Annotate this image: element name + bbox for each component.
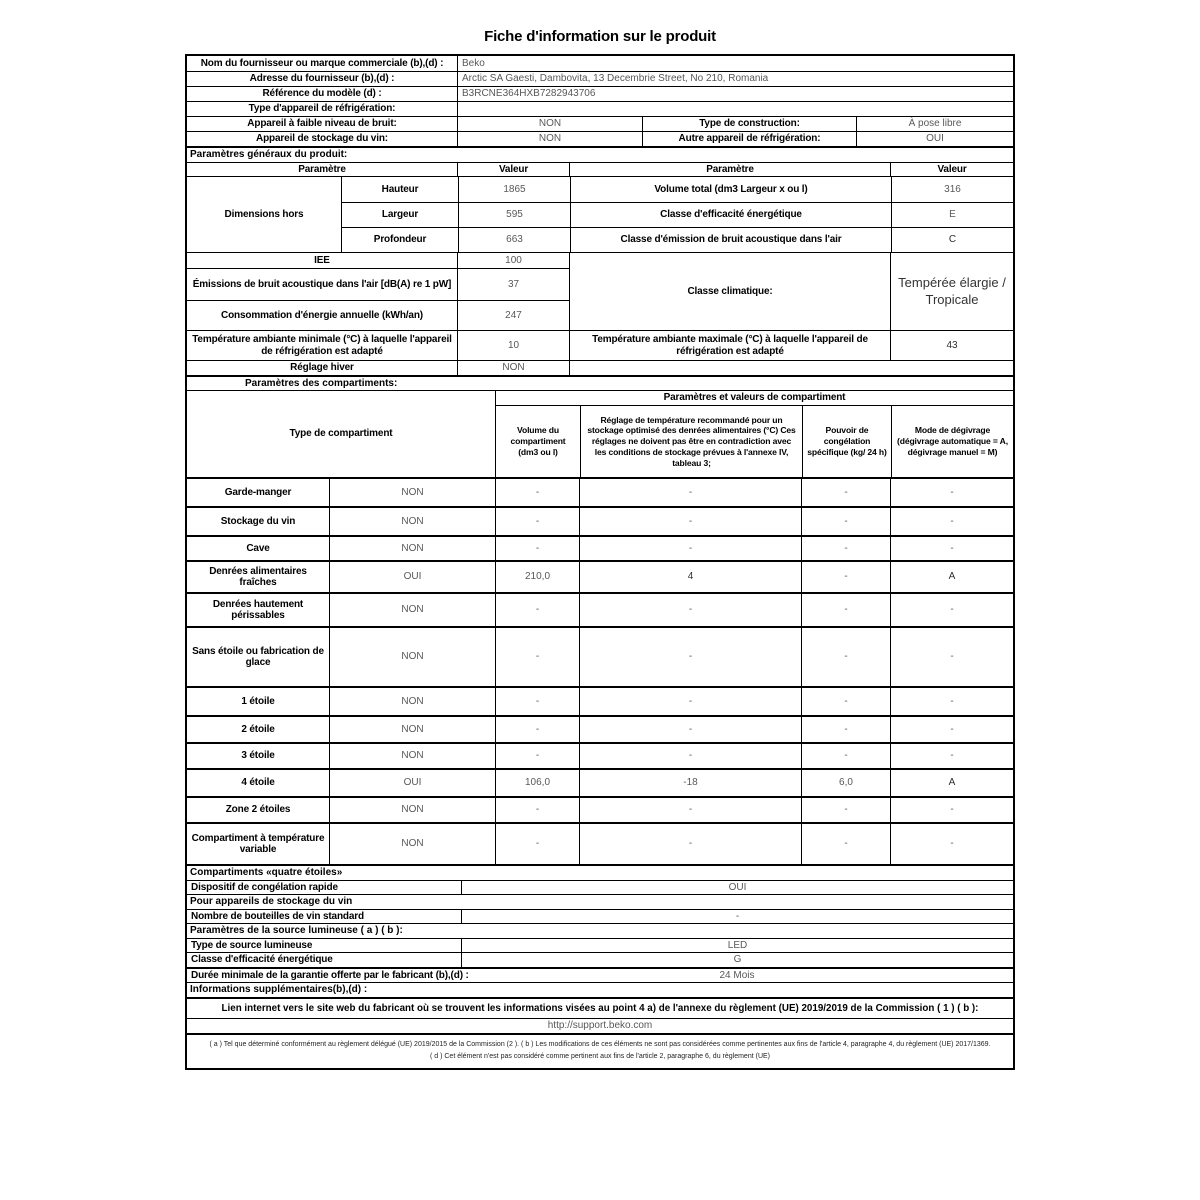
compartment-defrost: - — [890, 824, 1013, 864]
ambient-temperature-row — [187, 330, 1013, 360]
dimensions-block — [187, 176, 1013, 252]
compartment-volume: - — [495, 798, 579, 822]
compartment-freeze: - — [801, 798, 890, 822]
compartment-present: NON — [329, 688, 495, 715]
width-value: 595 — [458, 203, 570, 227]
general-section-title: Paramètres généraux du produit: — [187, 146, 1013, 162]
empty-cell — [569, 361, 1013, 375]
model-reference-label: Référence du modèle (d) : — [262, 88, 382, 100]
compartment-defrost: - — [890, 717, 1013, 742]
fast-freeze-row — [187, 880, 1013, 895]
light-source-section-title: Paramètres de la source lumineuse ( a ) ( b ): — [187, 923, 1013, 938]
compartment-volume: - — [495, 479, 579, 506]
compartment-defrost: - — [890, 508, 1013, 535]
compartment-row-zero-star — [187, 626, 1013, 686]
compartment-group-header-row — [496, 391, 1013, 405]
compartment-freeze: - — [801, 688, 890, 715]
compartment-row-one-star — [187, 686, 1013, 715]
compartment-volume: - — [495, 688, 579, 715]
compartment-freeze: - — [801, 717, 890, 742]
compartment-row-two-star-section — [187, 796, 1013, 822]
compartment-name: Garde-manger — [224, 486, 292, 498]
page-title: Fiche d'information sur le produit — [484, 28, 716, 45]
supplier-name-label: Nom du fournisseur ou marque commerciale (b),(d) : — [200, 57, 444, 69]
volume-column-header: Volume du compartiment (dm3 ou l) — [510, 425, 566, 457]
wine-storage-value: NON — [457, 132, 642, 146]
compartment-defrost: A — [890, 562, 1013, 592]
energy-class-label: Classe d'efficacité énergétique — [570, 203, 891, 227]
compartment-freeze: - — [801, 562, 890, 592]
compartment-defrost: - — [890, 628, 1013, 686]
supplier-name-value: Beko — [457, 56, 1013, 71]
compartment-volume: - — [495, 508, 579, 535]
compartment-subheader-row — [496, 405, 1013, 477]
compartment-defrost: - — [890, 744, 1013, 768]
climate-class-label: Classe climatique: — [569, 253, 890, 330]
compartment-row-four-star — [187, 768, 1013, 796]
compartment-name: Cave — [246, 542, 270, 554]
max-ambient-temp-label: Température ambiante maximale (°C) à laquelle l'appareil de réfrigération est adapté — [569, 331, 890, 360]
construction-type-label: Type de construction: — [642, 117, 856, 131]
depth-label: Profondeur — [373, 234, 427, 246]
compartment-group-header: Paramètres et valeurs de compartiment — [663, 392, 846, 404]
noise-emission-row — [187, 268, 569, 300]
noise-emission-value: 37 — [457, 269, 569, 300]
appliance-type-value — [457, 102, 1013, 116]
compartment-defrost: A — [890, 770, 1013, 796]
compartment-temp: - — [579, 537, 801, 560]
supplier-name-row — [187, 56, 1013, 71]
compartment-defrost: - — [890, 688, 1013, 715]
compartment-defrost: - — [890, 537, 1013, 560]
compartment-name: Zone 2 étoiles — [225, 804, 291, 816]
iee-label: IEE — [314, 254, 330, 266]
supplier-address-row — [187, 71, 1013, 86]
iee-climate-block — [187, 252, 1013, 330]
value-header-right: Valeur — [890, 163, 1013, 177]
footnote: ( a ) Tel que déterminé conformément au règlement délégué (UE) 2019/2015 de la Commission (2 ). ( b ) Les modifications de ces éléments ne sont pas considérées comme pertinentes aux fins de l'article 4, paragraphe 4, du règlement (UE) 2017/1369. ( d ) Cet élément n'est pas considéré comme pertinent aux fins de l'article 2, paragraphe 6, du règlement (UE) — [187, 1033, 1013, 1068]
param-header-right: Paramètre — [569, 163, 890, 177]
compartment-temp: - — [579, 744, 801, 768]
noise-class-label: Classe d'émission de bruit acoustique dans l'air — [570, 228, 891, 252]
compartment-volume: 106,0 — [495, 770, 579, 796]
model-reference-value: B3RCNE364HXB7282943706 — [457, 87, 1013, 101]
compartment-present: NON — [329, 717, 495, 742]
winter-setting-value: NON — [457, 361, 569, 375]
compartment-freeze: - — [801, 594, 890, 626]
compartment-defrost: - — [890, 798, 1013, 822]
compartment-freeze: - — [801, 744, 890, 768]
annual-energy-row — [187, 300, 569, 330]
compartment-temp: - — [579, 628, 801, 686]
compartment-temp: - — [579, 717, 801, 742]
other-appliance-label: Autre appareil de réfrigération: — [642, 132, 856, 146]
wine-section-title: Pour appareils de stockage du vin — [187, 894, 1013, 909]
compartment-name: 2 étoile — [241, 723, 275, 735]
iee-value: 100 — [457, 253, 569, 268]
wine-storage-row — [187, 131, 1013, 146]
compartment-freeze: - — [801, 824, 890, 864]
compartment-present: NON — [329, 744, 495, 768]
annual-energy-value: 247 — [457, 301, 569, 330]
compartment-volume: - — [495, 537, 579, 560]
compartment-temp: - — [579, 824, 801, 864]
light-source-type-row — [187, 938, 1013, 953]
light-energy-class-row — [187, 952, 1013, 967]
compartment-name: Denrées alimentaires fraîches — [209, 565, 307, 588]
compartments-section-title: Paramètres des compartiments: — [187, 375, 1013, 391]
compartment-present: NON — [329, 628, 495, 686]
compartment-present: NON — [329, 798, 495, 822]
compartment-freeze: - — [801, 479, 890, 506]
compartment-volume: 210,0 — [495, 562, 579, 592]
compartment-row-chill — [187, 592, 1013, 626]
wine-bottles-value: - — [461, 910, 1013, 924]
compartment-freeze: 6,0 — [801, 770, 890, 796]
appliance-type-label: Type d'appareil de réfrigération: — [248, 103, 396, 115]
fast-freeze-value: OUI — [461, 881, 1013, 895]
low-noise-row — [187, 116, 1013, 131]
compartment-present: NON — [329, 824, 495, 864]
compartment-present: OUI — [329, 770, 495, 796]
compartment-volume: - — [495, 594, 579, 626]
compartment-name: 3 étoile — [241, 750, 275, 762]
freezing-capacity-column-header: Pouvoir de congélation spécifique (kg/ 24 h) — [802, 406, 891, 477]
fast-freeze-label: Dispositif de congélation rapide — [191, 881, 338, 893]
compartment-name: 1 étoile — [241, 695, 275, 707]
compartment-volume: - — [495, 824, 579, 864]
compartment-defrost: - — [890, 594, 1013, 626]
compartment-temp: - — [579, 798, 801, 822]
compartment-row-fresh-food — [187, 560, 1013, 592]
total-volume-label: Volume total (dm3 Largeur x ou l) — [570, 177, 891, 202]
supplier-address-label: Adresse du fournisseur (b),(d) : — [249, 73, 395, 85]
iee-row — [187, 253, 569, 268]
energy-class-value: E — [891, 203, 1013, 227]
light-source-type-value: LED — [461, 939, 1013, 953]
manufacturer-link-label: Lien internet vers le site web du fabricant où se trouvent les informations visées au point 4 a) de l'annexe du règlement (UE) 2019/2019 de la Commission ( 1 ) ( b ): — [187, 997, 1013, 1018]
compartment-name: Compartiment à température variable — [191, 832, 325, 855]
compartment-row-three-star — [187, 742, 1013, 768]
max-ambient-temp-value: 43 — [890, 331, 1013, 360]
winter-setting-row — [187, 360, 1013, 375]
warranty-row — [187, 967, 1013, 983]
compartment-temp: -18 — [579, 770, 801, 796]
min-ambient-temp-value: 10 — [457, 331, 569, 360]
warranty-label: Durée minimale de la garantie offerte par le fabricant (b),(d) : — [191, 969, 469, 981]
depth-value: 663 — [458, 228, 570, 252]
compartment-name: 4 étoile — [241, 777, 275, 789]
light-energy-class-label: Classe d'efficacité énergétique — [191, 954, 333, 965]
compartment-freeze: - — [801, 537, 890, 560]
wine-bottles-row — [187, 909, 1013, 924]
temp-setting-column-header: Réglage de température recommandé pour un stockage optimisé des denrées alimentaires (°C) Ces réglages ne doivent pas être en contradiction avec les conditions de stockage prévues à l'annexe IV, tableau 3; — [580, 406, 802, 477]
width-label: Largeur — [381, 209, 419, 221]
compartment-temp: - — [579, 508, 801, 535]
compartment-row-two-star — [187, 715, 1013, 742]
compartment-present: NON — [329, 479, 495, 506]
construction-type-value: À pose libre — [856, 117, 1013, 131]
height-row — [342, 177, 1013, 202]
low-noise-label: Appareil à faible niveau de bruit: — [247, 118, 397, 130]
annual-energy-label: Consommation d'énergie annuelle (kWh/an) — [221, 309, 423, 321]
compartment-temp: - — [579, 594, 801, 626]
light-source-type-label: Type de source lumineuse — [191, 939, 313, 951]
compartment-row-wine — [187, 506, 1013, 535]
height-value: 1865 — [458, 177, 570, 202]
compartment-row-variable-temp — [187, 822, 1013, 864]
compartment-volume: - — [495, 717, 579, 742]
compartment-present: OUI — [329, 562, 495, 592]
four-star-section-title: Compartiments «quatre étoiles» — [187, 864, 1013, 880]
compartment-defrost: - — [890, 479, 1013, 506]
general-header-row — [187, 162, 1013, 177]
height-label: Hauteur — [381, 183, 419, 195]
min-ambient-temp-label: Température ambiante minimale (°C) à laquelle l'appareil de réfrigération est adapté — [192, 334, 452, 357]
light-energy-class-value: G — [461, 953, 1013, 967]
winter-setting-label: Réglage hiver — [290, 362, 354, 373]
low-noise-value: NON — [457, 117, 642, 131]
depth-row — [342, 227, 1013, 252]
additional-info-title: Informations supplémentaires(b),(d) : — [187, 982, 1013, 997]
compartments-header-block — [187, 390, 1013, 477]
compartment-temp: - — [579, 479, 801, 506]
compartment-type-header: Type de compartiment — [289, 428, 393, 440]
compartment-temp: - — [579, 688, 801, 715]
compartment-name: Denrées hautement périssables — [212, 598, 304, 621]
compartment-volume: - — [495, 628, 579, 686]
wine-storage-label: Appareil de stockage du vin: — [256, 133, 388, 145]
noise-class-value: C — [891, 228, 1013, 252]
total-volume-value: 316 — [891, 177, 1013, 202]
compartment-freeze: - — [801, 508, 890, 535]
compartment-name: Sans étoile ou fabrication de glace — [192, 645, 324, 668]
dimensions-label: Dimensions hors — [224, 208, 304, 220]
width-row — [342, 202, 1013, 227]
defrost-mode-column-header: Mode de dégivrage (dégivrage automatique = A, dégivrage manuel = M) — [891, 406, 1013, 477]
compartment-row-pantry — [187, 477, 1013, 506]
climate-class-value: Tempérée élargie / Tropicale — [890, 253, 1013, 330]
compartment-present: NON — [329, 594, 495, 626]
manufacturer-link-url: http://support.beko.com — [187, 1018, 1013, 1033]
param-header-left: Paramètre — [298, 163, 346, 175]
model-reference-row — [187, 86, 1013, 101]
value-header-left: Valeur — [457, 163, 569, 177]
wine-bottles-label: Nombre de bouteilles de vin standard — [191, 910, 364, 922]
warranty-value: 24 Mois — [719, 969, 755, 981]
other-appliance-value: OUI — [856, 132, 1013, 146]
compartment-freeze: - — [801, 628, 890, 686]
compartment-row-cellar — [187, 535, 1013, 560]
appliance-type-row — [187, 101, 1013, 116]
compartment-temp: 4 — [579, 562, 801, 592]
product-fiche-table — [185, 54, 1015, 1070]
compartment-volume: - — [495, 744, 579, 768]
supplier-address-value: Arctic SA Gaesti, Dambovita, 13 Decembrie Street, No 210, Romania — [457, 72, 1013, 86]
compartment-present: NON — [329, 508, 495, 535]
compartment-name: Stockage du vin — [220, 515, 296, 527]
noise-emission-label: Émissions de bruit acoustique dans l'air [dB(A) re 1 pW] — [192, 278, 452, 290]
compartment-present: NON — [329, 537, 495, 560]
